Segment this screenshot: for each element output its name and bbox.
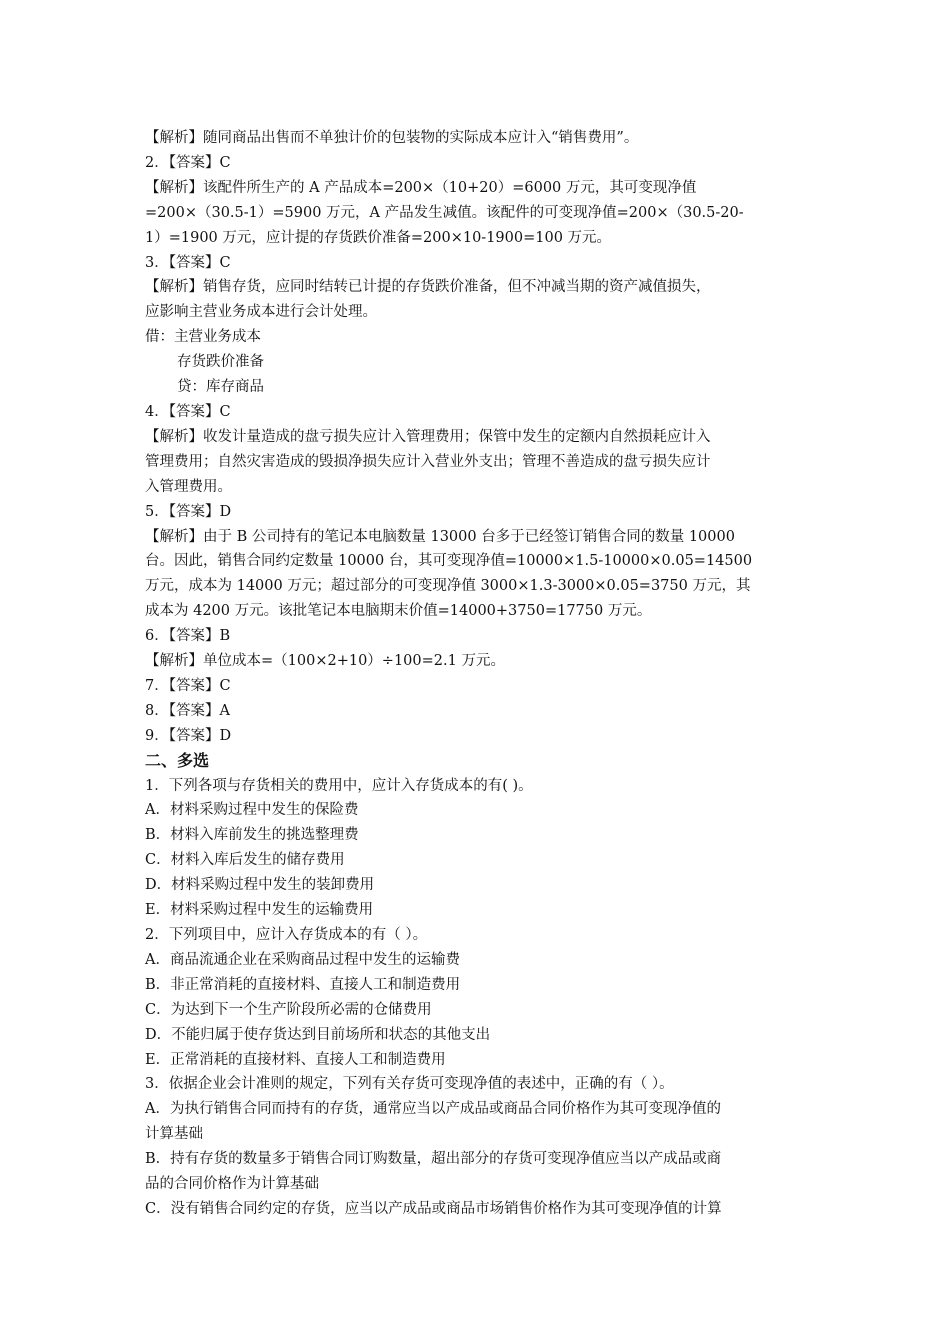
option-line: E．正常消耗的直接材料、直接人工和制造费用 (145, 1051, 446, 1068)
text-line: 【解析】由于 B 公司持有的笔记本电脑数量 13000 台多于已经签订销售合同的数量 10000 (145, 528, 735, 545)
answer-line: 9．【答案】D (145, 727, 232, 744)
option-line: D．不能归属于使存货达到目前场所和状态的其他支出 (145, 1026, 491, 1043)
text-line: 【解析】该配件所生产的 A 产品成本=200×（10+20）=6000 万元，其可变现净值 (145, 179, 697, 196)
text-line: 台。因此，销售合同约定数量 10000 台，其可变现净值=10000×1.5-10000×0.05=14500 (145, 553, 753, 570)
question-line: 3．依据企业会计准则的规定，下列有关存货可变现净值的表述中，正确的有（ ）。 (145, 1076, 674, 1093)
text-line: 应影响主营业务成本进行会计处理。 (145, 304, 377, 321)
option-line: D．材料采购过程中发生的装卸费用 (145, 877, 375, 894)
journal-credit-line: 贷：库存商品 (177, 379, 264, 396)
text-line: 【解析】随同商品出售而不单独计价的包装物的实际成本应计入“销售费用”。 (145, 130, 639, 146)
journal-debit-line: 借：主营业务成本 (145, 329, 261, 346)
text-line: 【解析】单位成本=（100×2+10）÷100=2.1 万元。 (145, 653, 505, 670)
document-page (145, 126, 815, 1222)
answer-line: 5．【答案】D (145, 503, 232, 520)
option-line: C．为达到下一个生产阶段所必需的仓储费用 (145, 1001, 432, 1018)
option-line: 品的合同价格作为计算基础 (145, 1176, 319, 1193)
text-line: 【解析】收发计量造成的盘亏损失应计入管理费用；保管中发生的定额内自然损耗应计入 (145, 428, 711, 445)
text-line: 管理费用；自然灾害造成的毁损净损失应计入营业外支出；管理不善造成的盘亏损失应计 (145, 453, 711, 470)
answer-line: 2．【答案】C (145, 154, 231, 171)
text-line: 成本为 4200 万元。该批笔记本电脑期末价值=14000+3750=17750 万元。 (145, 603, 652, 620)
text-line: 【解析】销售存货，应同时结转已计提的存货跌价准备，但不冲减当期的资产减值损失， (145, 279, 711, 296)
option-line: C．材料入库后发生的储存费用 (145, 852, 345, 869)
question-line: 1．下列各项与存货相关的费用中，应计入存货成本的有( )。 (145, 777, 533, 794)
option-line: A．为执行销售合同而持有的存货，通常应当以产成品或商品合同价格作为其可变现净值的 (145, 1101, 721, 1118)
option-line: 计算基础 (145, 1126, 203, 1143)
answer-line: 3．【答案】C (145, 254, 231, 271)
text-line: 入管理费用。 (145, 478, 232, 495)
text-line: 万元，成本为 14000 万元；超过部分的可变现净值 3000×1.3-3000×0.05=3750 万元，其 (145, 578, 751, 595)
option-line: A．商品流通企业在采购商品过程中发生的运输费 (145, 951, 460, 968)
option-line: B．持有存货的数量多于销售合同订购数量，超出部分的存货可变现净值应当以产成品或商 (145, 1151, 722, 1168)
answer-line: 8．【答案】A (145, 702, 230, 719)
text-line: =200×（30.5-1）=5900 万元，A 产品发生减值。该配件的可变现净值=200×（30.5-20- (145, 204, 744, 221)
answer-line: 7．【答案】C (145, 677, 231, 694)
journal-debit-line: 存货跌价准备 (177, 354, 264, 371)
answer-line: 4．【答案】C (145, 403, 231, 420)
text-line: 1）=1900 万元，应计提的存货跌价准备=200×10-1900=100 万元。 (145, 229, 612, 246)
section-heading: 二、多选 (145, 750, 210, 770)
question-line: 2．下列项目中，应计入存货成本的有（ ）。 (145, 927, 428, 943)
option-line: C．没有销售合同约定的存货，应当以产成品或商品市场销售价格作为其可变现净值的计算 (145, 1200, 722, 1217)
option-line: B．非正常消耗的直接材料、直接人工和制造费用 (145, 976, 461, 993)
option-line: A．材料采购过程中发生的保险费 (145, 802, 359, 819)
answer-line: 6．【答案】B (145, 628, 231, 645)
option-line: B．材料入库前发生的挑选整理费 (145, 827, 359, 844)
option-line: E．材料采购过程中发生的运输费用 (145, 902, 374, 919)
